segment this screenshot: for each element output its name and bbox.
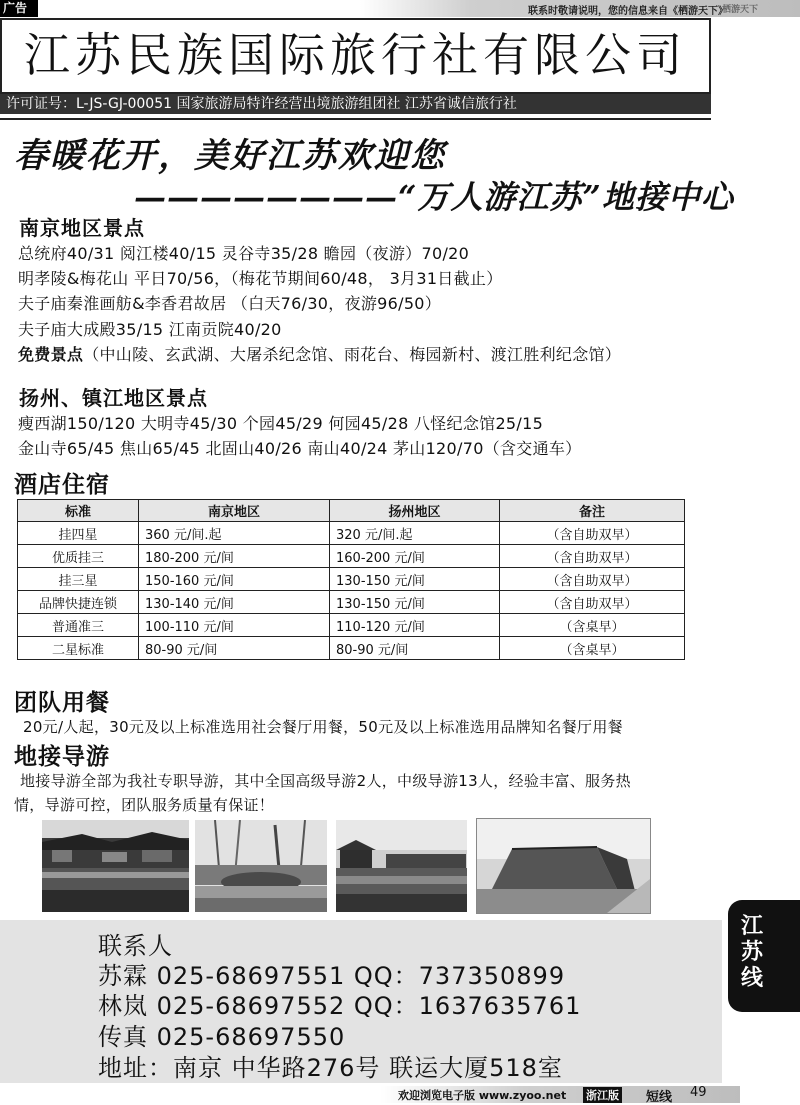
column-header: 南京地区 [139,500,330,522]
footer-section: 短线 [646,1090,673,1105]
contact-heading: 联系人 [98,932,173,960]
table-cell: 二星标准 [18,637,139,660]
table-cell: （含自助双早） [500,522,685,545]
column-header: 扬州地区 [330,500,500,522]
fax-line: 传真 025-68697550 [98,1023,346,1051]
table-row [18,568,685,591]
hotel-title: 酒店住宿 [14,472,110,498]
table-cell: 150-160 元/间 [139,568,330,591]
guide-text: 地接导游全部为我社专职导游，其中全国高级导游2人，中级导游13人，经验丰富、服务热 [20,772,631,790]
table-row [18,522,685,545]
photo-qinhuai-river [42,820,189,912]
table-cell: 优质挂三 [18,545,139,568]
table-cell: （含桌早） [500,614,685,637]
photo-city-gate [476,818,651,914]
company-name: 江苏民族国际旅行社有限公司 [24,28,687,82]
table-cell: 挂三星 [18,568,139,591]
nanjing-line: 夫子庙秦淮画舫&李香君故居 （白天76/30，夜游96/50） [18,294,442,313]
table-cell: 130-150 元/间 [330,568,500,591]
hotel-table [17,499,685,660]
guide-title: 地接导游 [14,744,110,770]
license-bar: 许可证号：L-JS-GJ-00051 国家旅游局特许经营出境旅游组团社 江苏省诚信旅行社 [0,94,711,114]
address-line: 地址：南京 中华路276号 联运大厦518室 [98,1054,563,1082]
table-cell: 100-110 元/间 [139,614,330,637]
yangzhou-line: 金山寺65/45 焦山65/45 北固山40/26 南山40/24 茅山120/70（含交通车） [18,439,582,458]
meal-title: 团队用餐 [14,690,110,716]
table-cell: 品牌快捷连锁 [18,591,139,614]
photo-garden-trees [195,820,327,912]
yangzhou-title: 扬州、镇江地区景点 [19,386,208,410]
divider [0,118,711,120]
contact-line: 苏霖 025-68697551 QQ：737350899 [98,962,566,990]
table-header-row [18,500,685,522]
column-header: 标准 [18,500,139,522]
free-attractions [18,342,621,365]
free-label: 免费景点 [18,345,84,364]
table-cell: 130-140 元/间 [139,591,330,614]
publication-logo: 栖游天下 [721,5,758,15]
ad-label: 广告 [0,0,38,17]
table-cell: 挂四星 [18,522,139,545]
nanjing-line: 明孝陵&梅花山 平日70/56，（梅花节期间60/48， 3月31日截止） [18,269,503,288]
table-cell: 110-120 元/间 [330,614,500,637]
column-header: 备注 [500,500,685,522]
table-cell: （含桌早） [500,637,685,660]
table-row [18,637,685,660]
footer-website: 欢迎浏览电子版 www.zyoo.net [398,1089,567,1102]
slogan-line1: 春暖花开，美好江苏欢迎您 [14,136,446,176]
guide-text: 情，导游可控，团队服务质量有保证！ [14,796,275,814]
table-row [18,591,685,614]
section-side-tab-label: 江苏线 [740,914,763,991]
table-cell: 160-200 元/间 [330,545,500,568]
top-note: 联系时敬请说明，您的信息来自《栖游天下》 [528,6,728,17]
table-cell: 80-90 元/间 [330,637,500,660]
table-row [18,545,685,568]
table-cell: （含自助双早） [500,545,685,568]
photo-pavilion-water [336,820,467,912]
table-cell: 普通准三 [18,614,139,637]
nanjing-title: 南京地区景点 [19,216,145,240]
table-cell: 180-200 元/间 [139,545,330,568]
table-cell: （含自助双早） [500,591,685,614]
meal-text: 20元/人起，30元及以上标准选用社会餐厅用餐，50元及以上标准选用品牌知名餐厅用餐 [23,718,623,736]
page-number: 49 [690,1085,707,1100]
table-cell: 360 元/间.起 [139,522,330,545]
table-cell: 80-90 元/间 [139,637,330,660]
table-cell: （含自助双早） [500,568,685,591]
slogan-line2: ————————“万人游江苏”地接中心 [134,178,734,216]
nanjing-line: 总统府40/31 阅江楼40/15 灵谷寺35/28 瞻园（夜游）70/20 [18,244,470,263]
yangzhou-line: 瘦西湖150/120 大明寺45/30 个园45/29 何园45/28 八怪纪念馆25/15 [18,414,544,433]
table-cell: 320 元/间.起 [330,522,500,545]
free-text: （中山陵、玄武湖、大屠杀纪念馆、雨花台、梅园新村、渡江胜利纪念馆） [83,345,622,364]
contact-line: 林岚 025-68697552 QQ：1637635761 [98,992,582,1020]
nanjing-line: 夫子庙大成殿35/15 江南贡院40/20 [18,320,282,339]
edition-tag: 浙江版 [583,1087,622,1103]
table-cell: 130-150 元/间 [330,591,500,614]
table-row [18,614,685,637]
